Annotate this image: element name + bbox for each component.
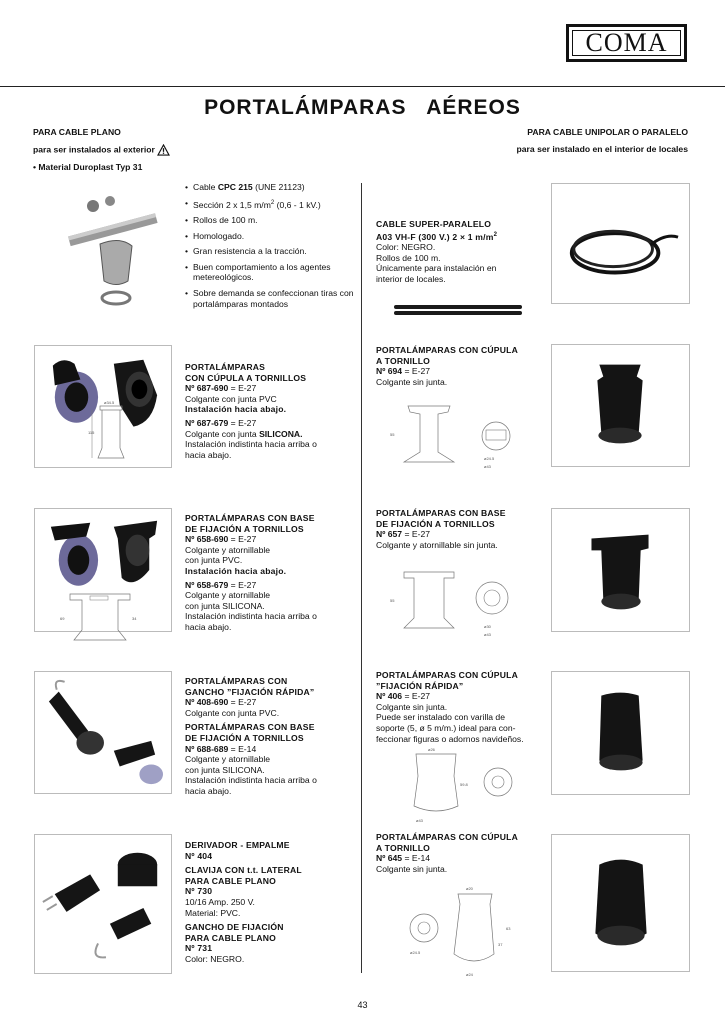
p404-h8: Nº 731	[185, 943, 213, 954]
p657-h1: PORTALÁMPARAS CON BASE	[376, 508, 506, 518]
p658-text	[185, 513, 357, 633]
p408-l5: hacia abajo.	[185, 785, 232, 796]
paralelo-line2: Rollos de 100 m.	[376, 252, 441, 263]
p408-h1: PORTALÁMPARAS CON	[185, 676, 288, 686]
drawing-645	[396, 884, 522, 980]
left-sub-line2: para ser instalados al exterior	[33, 144, 155, 155]
p408-h4: DE FIJACIÓN A TORNILLOS	[185, 732, 304, 743]
p658-l2: con junta PVC.	[185, 555, 243, 566]
p406-h2: ”FIJACIÓN RÁPIDA”	[376, 680, 464, 691]
svg-text:ø26: ø26	[428, 747, 435, 752]
cpc-bullet-2: • Sección 2 x 1,5 $m/m^2$ (0,6 - 1 kV.)	[185, 198, 355, 210]
right-subheading	[517, 127, 688, 155]
p694-n1: Nº 694 = E-27	[376, 366, 431, 377]
svg-text:55: 55	[390, 432, 395, 437]
drawing-657	[388, 566, 524, 640]
photo-694	[551, 344, 690, 467]
p404-h4: PARA CABLE PLANO	[185, 875, 277, 886]
cpc-bullet-6: • Buen comportamiento a los agentes metereológicos.	[185, 262, 355, 283]
photo-645	[551, 834, 690, 972]
svg-text:59.8: 59.8	[460, 782, 468, 787]
paralelo-heading: CABLE SUPER-PARALELO	[376, 219, 492, 229]
p658-n1: Nº 658-690 = E-27	[185, 534, 257, 545]
svg-text:ø20: ø20	[466, 886, 473, 891]
p406-text	[376, 670, 552, 744]
p408-h2: GANCHO ”FIJACIÓN RÁPIDA”	[185, 686, 315, 697]
p406-n1: Nº 406 = E-27	[376, 691, 431, 702]
page-number: 43	[357, 1000, 368, 1010]
p687-n1: Nº 687-690 = E-27	[185, 383, 257, 394]
right-sub-line1: PARA CABLE UNIPOLAR O PARALELO	[527, 127, 688, 137]
coma-logo	[566, 24, 687, 62]
p694-h2: A TORNILLO	[376, 355, 431, 366]
p687-text	[185, 362, 357, 460]
p658-l7: hacia abajo.	[185, 621, 232, 632]
p408-text	[185, 676, 357, 797]
drawing-658	[60, 590, 140, 646]
p408-l4: Instalación indistinta hacia arriba o	[185, 775, 317, 786]
p687-l4: Instalación indistinta hacia arriba o	[185, 439, 317, 450]
p687-l3: Colgante con junta SILICONA.	[185, 428, 303, 439]
svg-text:ø30: ø30	[484, 624, 491, 629]
photo-404	[34, 834, 172, 974]
p406-l1: Colgante sin junta.	[376, 701, 448, 712]
cpc-cable-specs	[185, 182, 355, 314]
paralelo-line3: Únicamente para instalación en	[376, 263, 497, 274]
svg-text:55: 55	[390, 598, 395, 603]
logo-text: COMA	[572, 30, 681, 56]
right-sub-line2: para ser instalado en el interior de locales	[516, 144, 688, 154]
p687-n2: Nº 687-679 = E-27	[185, 417, 257, 428]
p404-text	[185, 840, 357, 965]
paralelo-line1: Color: NEGRO.	[376, 242, 436, 253]
p687-h2: CON CÚPULA A TORNILLOS	[185, 372, 307, 383]
p657-h2: DE FIJACIÓN A TORNILLOS	[376, 518, 495, 529]
p404-l1: 10/16 Amp. 250 V.	[185, 896, 255, 907]
p404-h7: PARA CABLE PLANO	[185, 932, 277, 943]
p658-l3: Instalación hacia abajo.	[185, 565, 287, 576]
left-subheading	[33, 127, 170, 173]
drawing-406	[398, 746, 528, 824]
left-sub-line1: PARA CABLE PLANO	[33, 127, 121, 137]
p408-n1: Nº 408-690 = E-27	[185, 697, 257, 708]
cable-sample-image	[394, 303, 522, 317]
header-divider	[0, 86, 725, 87]
p658-l4: Colgante y atornillable	[185, 590, 271, 601]
p645-h2: A TORNILLO	[376, 842, 431, 853]
p687-l1: Colgante con junta PVC	[185, 393, 277, 404]
svg-text:ø43: ø43	[416, 818, 423, 823]
cable-paralelo-text	[376, 219, 544, 284]
p406-l4: feccionar figuras o adornos navideños.	[376, 733, 524, 744]
photo-cpc-cable	[48, 186, 172, 308]
photo-cable-coil	[551, 183, 690, 304]
cpc-bullet-4: • Homologado.	[185, 231, 355, 242]
p404-h3: CLAVIJA CON t.t. LATERAL	[185, 865, 302, 876]
photo-657	[551, 508, 690, 632]
svg-text:ø34.5: ø34.5	[104, 400, 115, 405]
p687-l5: hacia abajo.	[185, 449, 232, 460]
p645-l1: Colgante sin junta.	[376, 863, 448, 874]
drawing-694	[388, 400, 518, 474]
p408-l1: Colgante con junta PVC.	[185, 707, 280, 718]
p406-l2: Puede ser instalado con varilla de	[376, 712, 505, 723]
photo-408	[34, 671, 172, 794]
cpc-bullet-5: • Gran resistencia a la tracción.	[185, 246, 355, 257]
p645-text	[376, 832, 548, 874]
p406-l3: soporte (5, ø 5 m/m.) ideal para con-	[376, 722, 516, 733]
svg-text:ø43: ø43	[484, 632, 491, 637]
p404-l3: Color: NEGRO.	[185, 953, 245, 964]
svg-text:115: 115	[88, 430, 95, 435]
svg-text:69: 69	[60, 616, 65, 621]
drawing-687	[88, 400, 142, 468]
p658-n2: Nº 658-679 = E-27	[185, 579, 257, 590]
p645-h1: PORTALÁMPARAS CON CÚPULA	[376, 832, 518, 842]
p404-h6: GANCHO DE FIJACIÓN	[185, 922, 284, 933]
svg-text:ø24: ø24	[466, 972, 473, 977]
svg-text:ø24.5: ø24.5	[484, 456, 495, 461]
warning-icon	[157, 144, 170, 156]
left-sub-line2-row	[33, 144, 170, 156]
page-title: PORTALÁMPARAS AÉREOS	[204, 96, 521, 119]
p404-l2: Material: PVC.	[185, 907, 241, 918]
p658-h1: PORTALÁMPARAS CON BASE	[185, 513, 315, 523]
svg-text:ø24.5: ø24.5	[410, 950, 421, 955]
cpc-bullet-1: • Cable CPC 215 (UNE 21123)	[185, 182, 355, 193]
cpc-bullet-3: • Rollos de 100 m.	[185, 215, 355, 226]
svg-text:63: 63	[506, 926, 511, 931]
p694-l1: Colgante sin junta.	[376, 376, 448, 387]
p408-l3: con junta SILICONA.	[185, 764, 265, 775]
p694-h1: PORTALÁMPARAS CON CÚPULA	[376, 345, 518, 355]
p658-l6: Instalación indistinta hacia arriba o	[185, 611, 317, 622]
left-sub-line3: • Material Duroplast Typ 31	[33, 162, 143, 172]
p404-h1: DERIVADOR - EMPALME	[185, 840, 290, 850]
p687-h1: PORTALÁMPARAS	[185, 362, 266, 372]
paralelo-line4: interior de locales.	[376, 273, 446, 284]
p657-text	[376, 508, 548, 550]
p658-l5: con junta SILICONA.	[185, 600, 265, 611]
p406-h1: PORTALÁMPARAS CON CÚPULA	[376, 670, 518, 680]
p404-h5: Nº 730	[185, 886, 213, 897]
p657-l1: Colgante y atornillable sin junta.	[376, 539, 498, 550]
svg-text:ø43: ø43	[484, 464, 491, 469]
paralelo-type: A03 VH-F (300 V.) 2 × 1 $m/m^2$	[376, 231, 498, 242]
column-divider	[361, 183, 362, 973]
p408-h3: PORTALÁMPARAS CON BASE	[185, 722, 315, 733]
svg-text:34: 34	[132, 616, 137, 621]
p658-l1: Colgante y atornillable	[185, 544, 271, 555]
p404-h2: Nº 404	[185, 850, 213, 861]
photo-406	[551, 671, 690, 795]
p657-n1: Nº 657 = E-27	[376, 529, 431, 540]
p408-n2: Nº 688-689 = E-14	[185, 743, 257, 754]
cpc-bullet-7: • Sobre demanda se confeccionan tiras con portalámparas montados	[185, 288, 355, 309]
p658-h2: DE FIJACIÓN A TORNILLOS	[185, 523, 304, 534]
svg-text:37: 37	[498, 942, 503, 947]
p687-l2: Instalación hacia abajo.	[185, 404, 287, 415]
p408-l2: Colgante y atornillable	[185, 754, 271, 765]
p694-text	[376, 345, 548, 387]
p645-n1: Nº 645 = E-14	[376, 853, 431, 864]
